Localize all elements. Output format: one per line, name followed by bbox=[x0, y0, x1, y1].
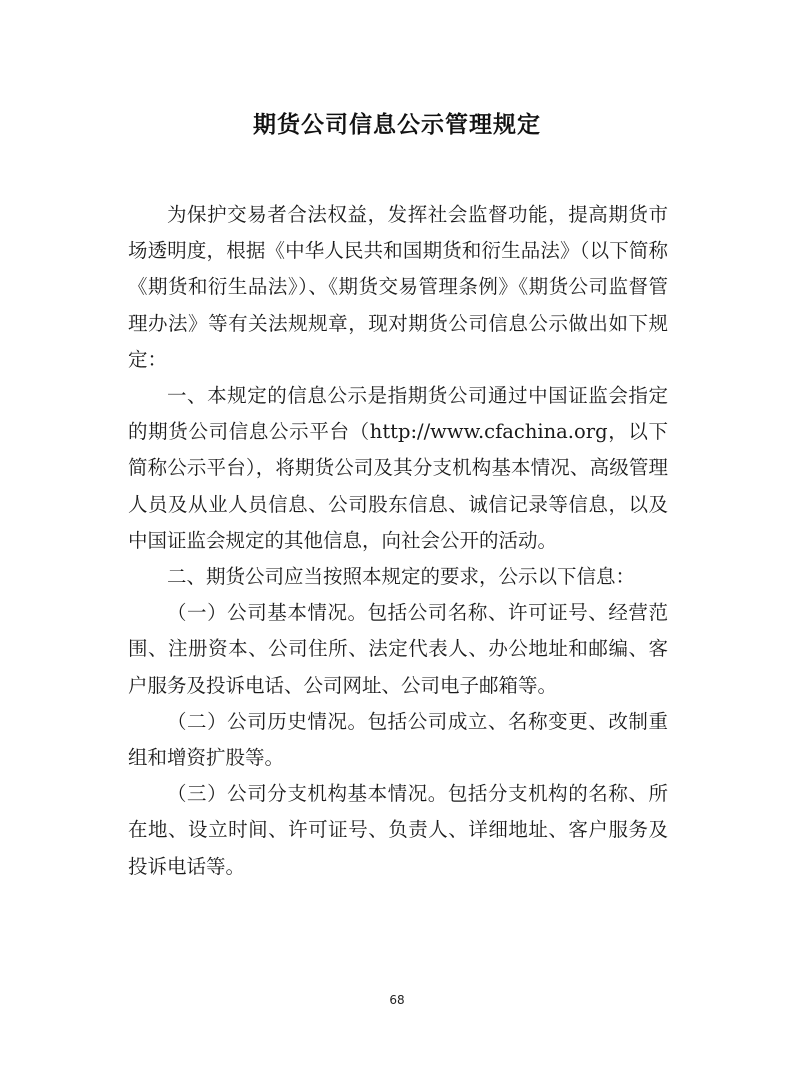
document-title: 期货公司信息公示管理规定 bbox=[253, 112, 541, 138]
document-body bbox=[128, 197, 668, 885]
paragraph-article-1: 一、本规定的信息公示是指期货公司通过中国证监会指定的期货公司信息公示平台（http://www.cfachina.org，以下简称公示平台），将期货公司及其分支机构基本情况、高级管理人员及从业人员信息、公司股东信息、诚信记录等信息，以及中国证监会规定的其他信息，向社会公开的活动。 bbox=[128, 384, 668, 552]
paragraph-item-2: （二）公司历史情况。包括公司成立、名称变更、改制重组和增资扩股等。 bbox=[128, 709, 668, 770]
page-number: 68 bbox=[389, 993, 405, 1007]
paragraph-article-2: 二、期货公司应当按照本规定的要求，公示以下信息： bbox=[167, 565, 636, 589]
paragraph-item-1: （一）公司基本情况。包括公司名称、许可证号、经营范围、注册资本、公司住所、法定代表人、办公地址和邮编、客户服务及投诉电话、公司网址、公司电子邮箱等。 bbox=[128, 601, 668, 697]
paragraph-item-3: （三）公司分支机构基本情况。包括分支机构的名称、所在地、设立时间、许可证号、负责人、详细地址、客户服务及投诉电话等。 bbox=[128, 782, 668, 878]
paragraph-intro: 为保护交易者合法权益，发挥社会监督功能，提高期货市场透明度，根据《中华人民共和国期货和衍生品法》（以下简称《期货和衍生品法》）、《期货交易管理条例》《期货公司监督管理办法》等有关法规规章，现对期货公司信息公示做出如下规定： bbox=[128, 203, 668, 371]
